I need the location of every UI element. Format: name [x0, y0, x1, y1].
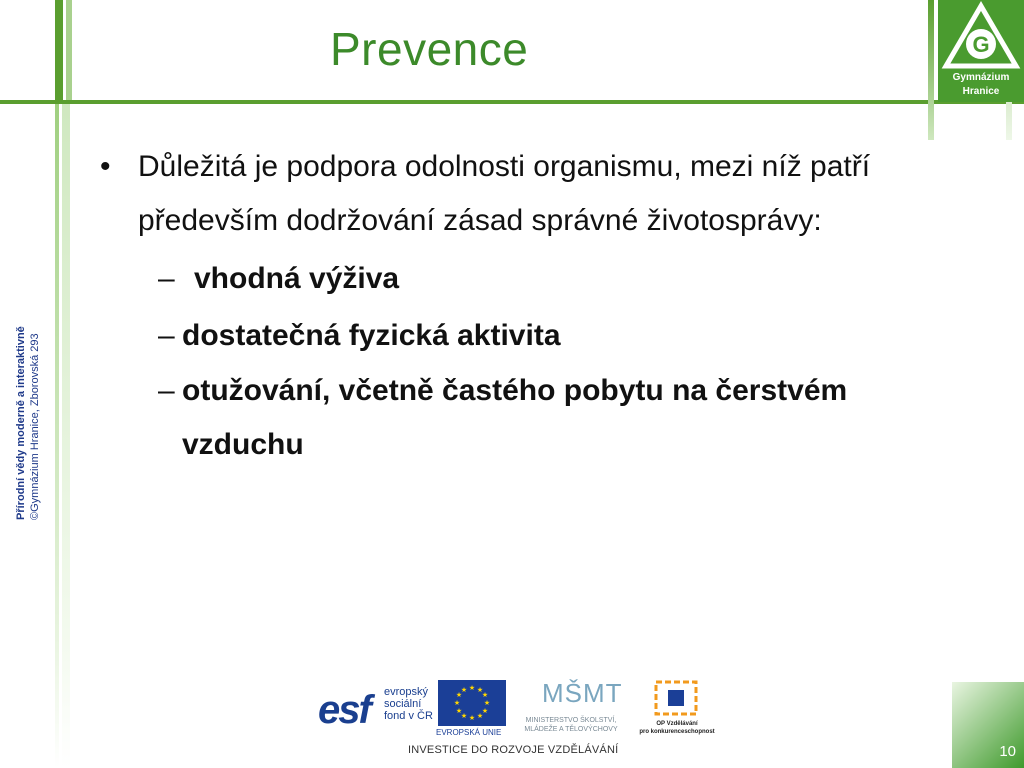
bullet-item — [100, 140, 900, 248]
title-divider — [0, 100, 1024, 104]
funding-logos — [318, 676, 718, 766]
svg-text:G: G — [972, 32, 990, 57]
svg-text:★: ★ — [455, 691, 463, 699]
esf-caption-line: sociální — [384, 698, 422, 710]
left-decor-stripe — [55, 100, 59, 768]
slide-title: Prevence — [330, 23, 529, 75]
svg-text:★: ★ — [453, 699, 461, 707]
svg-text:★: ★ — [481, 707, 489, 715]
page-number: 10 — [999, 743, 1016, 760]
svg-text:★: ★ — [460, 712, 468, 720]
svg-text:★: ★ — [468, 684, 476, 692]
op-caption-line: OP Vzdělávání — [656, 721, 698, 727]
msmt-caption-line: MLÁDEŽE A TĚLOVÝCHOVY — [524, 726, 618, 733]
op-caption — [630, 720, 724, 736]
right-decor-stripe — [928, 0, 934, 140]
sub-item — [158, 307, 900, 364]
sub-item-text: vhodná výživa — [194, 262, 400, 295]
eu-caption: EVROPSKÁ UNIE — [436, 728, 502, 737]
school-logo — [938, 0, 1024, 102]
sidebar-project-name: Přírodní vědy moderně a interaktivně — [15, 326, 27, 520]
bullet-text: Důležitá je podpora odolnosti organismu, mezi níž patří především dodržování zásad správné životosprávy: — [138, 150, 871, 237]
sub-item — [158, 364, 878, 472]
dash-marker: – — [158, 319, 175, 352]
esf-logo — [318, 678, 433, 736]
sub-item — [158, 250, 900, 307]
logo-city: Hranice — [962, 86, 1000, 97]
eu-flag-icon — [438, 680, 506, 726]
esf-letters: esf — [318, 688, 370, 732]
msmt-logo — [512, 676, 630, 732]
page-number-box — [952, 682, 1024, 768]
esf-caption-line: fond v ČR — [384, 710, 433, 722]
msmt-title: MŠMT — [542, 678, 623, 708]
svg-text:★: ★ — [483, 699, 491, 707]
esf-caption-line: evropský — [384, 686, 429, 698]
logo-name: Gymnázium — [952, 72, 1010, 83]
left-decor-stripe — [66, 0, 72, 100]
investice-tagline: INVESTICE DO ROZVOJE VZDĚLÁVÁNÍ — [408, 744, 619, 756]
op-caption-line: pro konkurenceschopnost — [639, 729, 715, 735]
svg-text:★: ★ — [476, 686, 484, 694]
bullet-marker: • — [100, 150, 111, 183]
svg-text:★: ★ — [460, 686, 468, 694]
left-decor-stripe — [55, 0, 63, 100]
sidebar-copyright: ©Gymnázium Hranice, Zborovská 293 — [29, 333, 41, 520]
sub-item-text: dostatečná fyzická aktivita — [182, 319, 561, 352]
left-decor-stripe — [62, 100, 70, 768]
svg-text:★: ★ — [481, 691, 489, 699]
svg-text:★: ★ — [476, 712, 484, 720]
esf-caption — [384, 686, 433, 722]
msmt-caption-line: MINISTERSTVO ŠKOLSTVÍ, — [525, 717, 617, 724]
dash-marker: – — [158, 262, 175, 295]
dash-marker: – — [158, 374, 175, 407]
sidebar-credit — [14, 250, 42, 520]
svg-text:★: ★ — [455, 707, 463, 715]
slide-body — [100, 140, 900, 472]
msmt-caption — [512, 716, 630, 734]
svg-text:★: ★ — [468, 714, 476, 722]
op-logo-icon — [644, 680, 708, 720]
sub-item-text: otužování, včetně častého pobytu na čerstvém vzduchu — [182, 374, 848, 461]
